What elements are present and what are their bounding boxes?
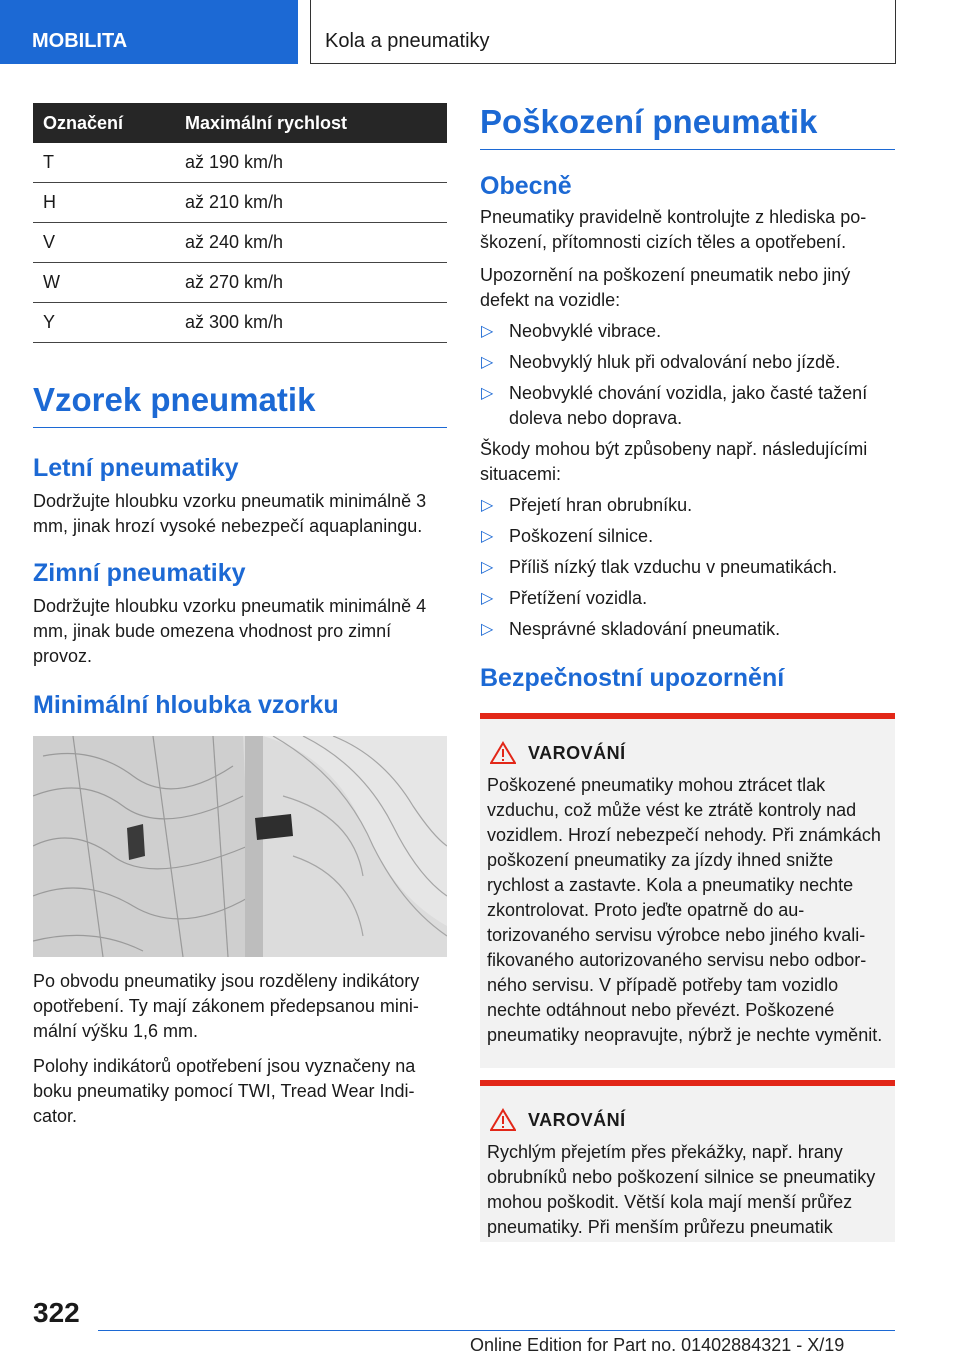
list-item: ▷ Neobvyklé vibrace. xyxy=(480,319,895,344)
triangle-bullet-icon: ▷ xyxy=(481,323,494,340)
list-item: ▷ Neobvyklé chování vozidla, jako časté tažení doleva nebo doprava. xyxy=(481,383,868,428)
max-speed: až 240 km/h xyxy=(175,223,447,263)
speed-code: V xyxy=(33,223,175,263)
warning-box xyxy=(480,713,895,1068)
list-item: ▷ Příliš nízký tlak vzduchu v pneumatikách. xyxy=(480,555,895,580)
triangle-bullet-icon: ▷ xyxy=(481,559,494,576)
cause-list xyxy=(480,493,895,642)
chapter-title: Kola a pneumatiky xyxy=(310,0,896,64)
max-speed: až 270 km/h xyxy=(175,263,447,303)
speed-code: H xyxy=(33,183,175,223)
table-row xyxy=(33,303,447,343)
warning-triangle-icon xyxy=(490,741,516,765)
speed-code: T xyxy=(33,143,175,183)
footer-divider xyxy=(98,1330,895,1331)
subheading-summer: Letní pneumatiky xyxy=(33,454,239,482)
warning-box xyxy=(480,1080,895,1242)
tread-wear-indicator-illustration xyxy=(33,736,447,957)
defect-intro: Upozornění na poškození pneumatik nebo jiný defekt na vozidle: xyxy=(480,265,851,310)
page-number: 322 xyxy=(33,1297,80,1328)
speed-rating-table xyxy=(33,103,447,343)
subheading-winter: Zimní pneumatiky xyxy=(33,559,246,587)
column-header: Označení xyxy=(33,103,175,143)
winter-text: Dodržujte hloubku vzorku pneumatik minimálně 4 mm, jinak bude omezena vhodnost pro zimní provoz. xyxy=(33,596,427,666)
defect-list xyxy=(480,319,895,431)
table-row xyxy=(33,143,447,183)
speed-code: Y xyxy=(33,303,175,343)
twi-text: Polohy indikátorů opotřebení jsou vyznačeny na boku pneumatiky pomocí TWI, Tread Wear Indicator. xyxy=(33,1056,416,1126)
table-row xyxy=(33,263,447,303)
max-speed: až 300 km/h xyxy=(175,303,447,343)
section-heading: Vzorek pneumatik xyxy=(33,381,447,428)
warning-title: VAROVÁNÍ xyxy=(528,1109,626,1130)
warning-title: VAROVÁNÍ xyxy=(528,742,626,763)
warning-triangle-icon xyxy=(490,1108,516,1132)
table-row xyxy=(33,183,447,223)
triangle-bullet-icon: ▷ xyxy=(481,590,494,607)
cause-intro: Škody mohou být způsobeny např. následujícími situacemi: xyxy=(480,439,868,484)
subheading-min-depth: Minimální hloubka vzorku xyxy=(33,691,339,719)
triangle-bullet-icon: ▷ xyxy=(481,621,494,638)
edition-footer: Online Edition for Part no. 01402884321 - X/19 xyxy=(470,1335,845,1355)
triangle-bullet-icon: ▷ xyxy=(481,528,494,545)
triangle-bullet-icon: ▷ xyxy=(481,354,494,371)
max-speed: až 210 km/h xyxy=(175,183,447,223)
min-depth-text: Po obvodu pneumatiky jsou rozděleny indikátory opotřebení. Ty mají zákonem předepsanou minimální výšku 1,6 mm. xyxy=(33,971,420,1041)
triangle-bullet-icon: ▷ xyxy=(481,497,494,514)
left-column xyxy=(33,103,447,1129)
table-header-row xyxy=(33,103,447,143)
list-item: ▷ Poškození silnice. xyxy=(480,524,895,549)
triangle-bullet-icon: ▷ xyxy=(481,385,494,402)
subheading-general: Obecně xyxy=(480,172,572,200)
subheading-safety: Bezpečnostní upozornění xyxy=(480,664,785,692)
list-item: ▷ Nesprávné skladování pneumatik. xyxy=(480,617,895,642)
warning-text: Poškozené pneumatiky mohou ztrácet tlak vzduchu, což může vést ke ztrátě kontroly nad vozidlem. Hrozí nebezpečí nehody. Při známkách poškození pneumatiky za jízdy ihned snižte rychlost a zastavte. Kola a pneumatiky nechte zkontrolovat. Proto jeďte opatrně do autorizovaného servisu výrobce nebo jiného kvalifikovaného autorizovaného servisu nebo odborného servisu. V případě potřeby tam vozidlo nechte odtáhnout nebo převézt. Poškozené pneumatiky neopravujte, nýbrž je nechte vyměnit. xyxy=(487,775,883,1045)
warning-text: Rychlým přejetím přes překážky, např. hrany obrubníků nebo poškození silnice se pneumatiky mohou poškodit. Větší kola mají menší průřez pneumatiky. Při menším průřezu pneumatik xyxy=(487,1142,876,1237)
right-column xyxy=(480,103,895,1242)
summer-text: Dodržujte hloubku vzorku pneumatik minimálně 3 mm, jinak hrozí vysoké nebezpečí aquaplaningu. xyxy=(33,491,427,536)
table-row xyxy=(33,223,447,263)
section-heading: Poškození pneumatik xyxy=(480,103,895,150)
general-text: Pneumatiky pravidelně kontrolujte z hlediska poškození, přítomnosti cizích těles a opotřebení. xyxy=(480,207,867,252)
max-speed: až 190 km/h xyxy=(175,143,447,183)
speed-code: W xyxy=(33,263,175,303)
list-item: ▷ Neobvyklý hluk při odvalování nebo jízdě. xyxy=(480,350,895,375)
list-item: ▷ Přejetí hran obrubníku. xyxy=(480,493,895,518)
list-item: ▷ Přetížení vozidla. xyxy=(480,586,895,611)
section-tab: MOBILITA xyxy=(0,0,298,64)
column-header: Maximální rychlost xyxy=(175,103,447,143)
